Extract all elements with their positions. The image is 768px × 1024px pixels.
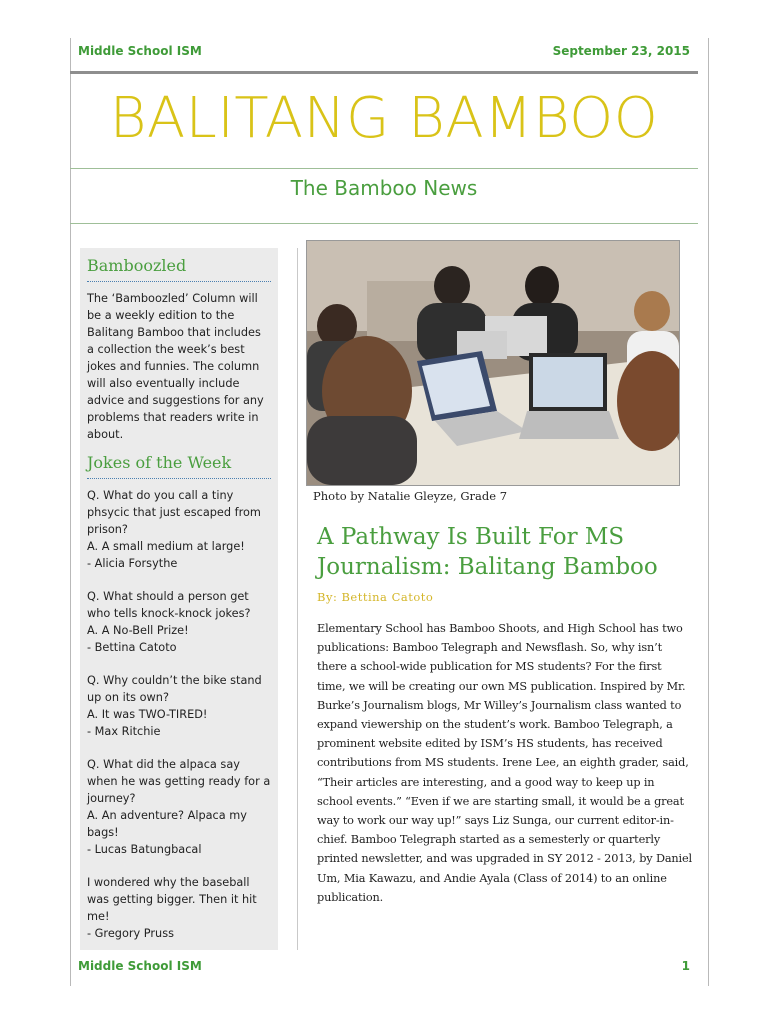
joke-question: Q. What did the alpaca say when he was getting ready for a journey? [87,758,271,805]
joke-author: - Alicia Forsythe [87,557,178,570]
column-divider [297,248,298,950]
masthead-subtitle: The Bamboo News [290,176,478,200]
sidebar-heading-bamboozled: Bamboozled [87,256,187,275]
joke-item [87,874,271,942]
sidebar-column [80,248,278,950]
sidebar-intro: The ‘Bamboozled’ Column will be a weekly edition to the Balitang Bamboo that includes a collection the week’s best jokes and funnies. The column will also eventually include advice and suggestions for any problems that readers write in about. [87,292,264,441]
joke-answer: A. A small medium at large! [87,540,245,553]
article-body: Elementary School has Bamboo Shoots, and High School has two publications: Bamboo Telegraph and Newsflash. So, why isn’t there a school-wide publication for MS students? For the first time, we will be creating our own MS publication. Inspired by Mr. Burke’s Journalism blogs, Mr Willey’s Journalism class wanted to expand viewership on the student’s work. Bamboo Telegraph, a prominent website edited by ISM’s HS students, has received contributions from MS students. Irene Lee, an eighth grader, said, “Their articles are interesting, and a good way to keep up in school events.” “Even if we are starting small, it would be a great way to work our way up!” says Liz Sunga, our current editor-in-chief. Bamboo Telegraph started as a semesterly or quarterly printed newsletter, and was upgraded in SY 2012 - 2013, by Daniel Um, Mia Kawazu, and Andie Ayala (Class of 2014) to an online publication. [317,622,693,904]
masthead-rule-bottom [70,223,698,224]
joke-item [87,672,271,740]
footer-page-number: 1 [681,959,690,973]
joke-answer: A. An adventure? Alpaca my bags! [87,809,247,839]
joke-author: - Gregory Pruss [87,927,174,940]
right-margin-line [708,38,709,986]
joke-question: I wondered why the baseball was getting bigger. Then it hit me! [87,876,257,923]
joke-question: Q. What should a person get who tells knock-knock jokes? [87,590,251,620]
footer-school-name: Middle School ISM [78,959,202,973]
masthead-title: BALITANG BAMBOO [109,86,659,151]
sidebar-divider [87,281,271,282]
joke-item [87,756,271,858]
article-byline: By: Bettina Catoto [317,590,434,604]
joke-author: - Max Ritchie [87,725,161,738]
header-date: September 23, 2015 [552,44,690,58]
masthead-rule-top [70,168,698,169]
header-rule [70,71,698,74]
joke-answer: A. A No-Bell Prize! [87,624,189,637]
article-title: A Pathway Is Built For MS Journalism: Balitang Bamboo [317,524,658,580]
joke-answer: A. It was TWO-TIRED! [87,708,208,721]
joke-question: Q. What do you call a tiny phsycic that just escaped from prison? [87,489,261,536]
joke-question: Q. Why couldn’t the bike stand up on its own? [87,674,262,704]
joke-item [87,588,271,656]
article-photo [306,240,680,486]
classroom-photo-illustration [307,241,679,485]
joke-author: - Lucas Batungbacal [87,843,202,856]
joke-author: - Bettina Catoto [87,641,177,654]
sidebar-divider [87,478,271,479]
joke-item [87,487,271,572]
header-school-name: Middle School ISM [78,44,202,58]
sidebar-heading-jokes: Jokes of the Week [87,453,232,472]
photo-caption: Photo by Natalie Gleyze, Grade 7 [313,489,508,503]
